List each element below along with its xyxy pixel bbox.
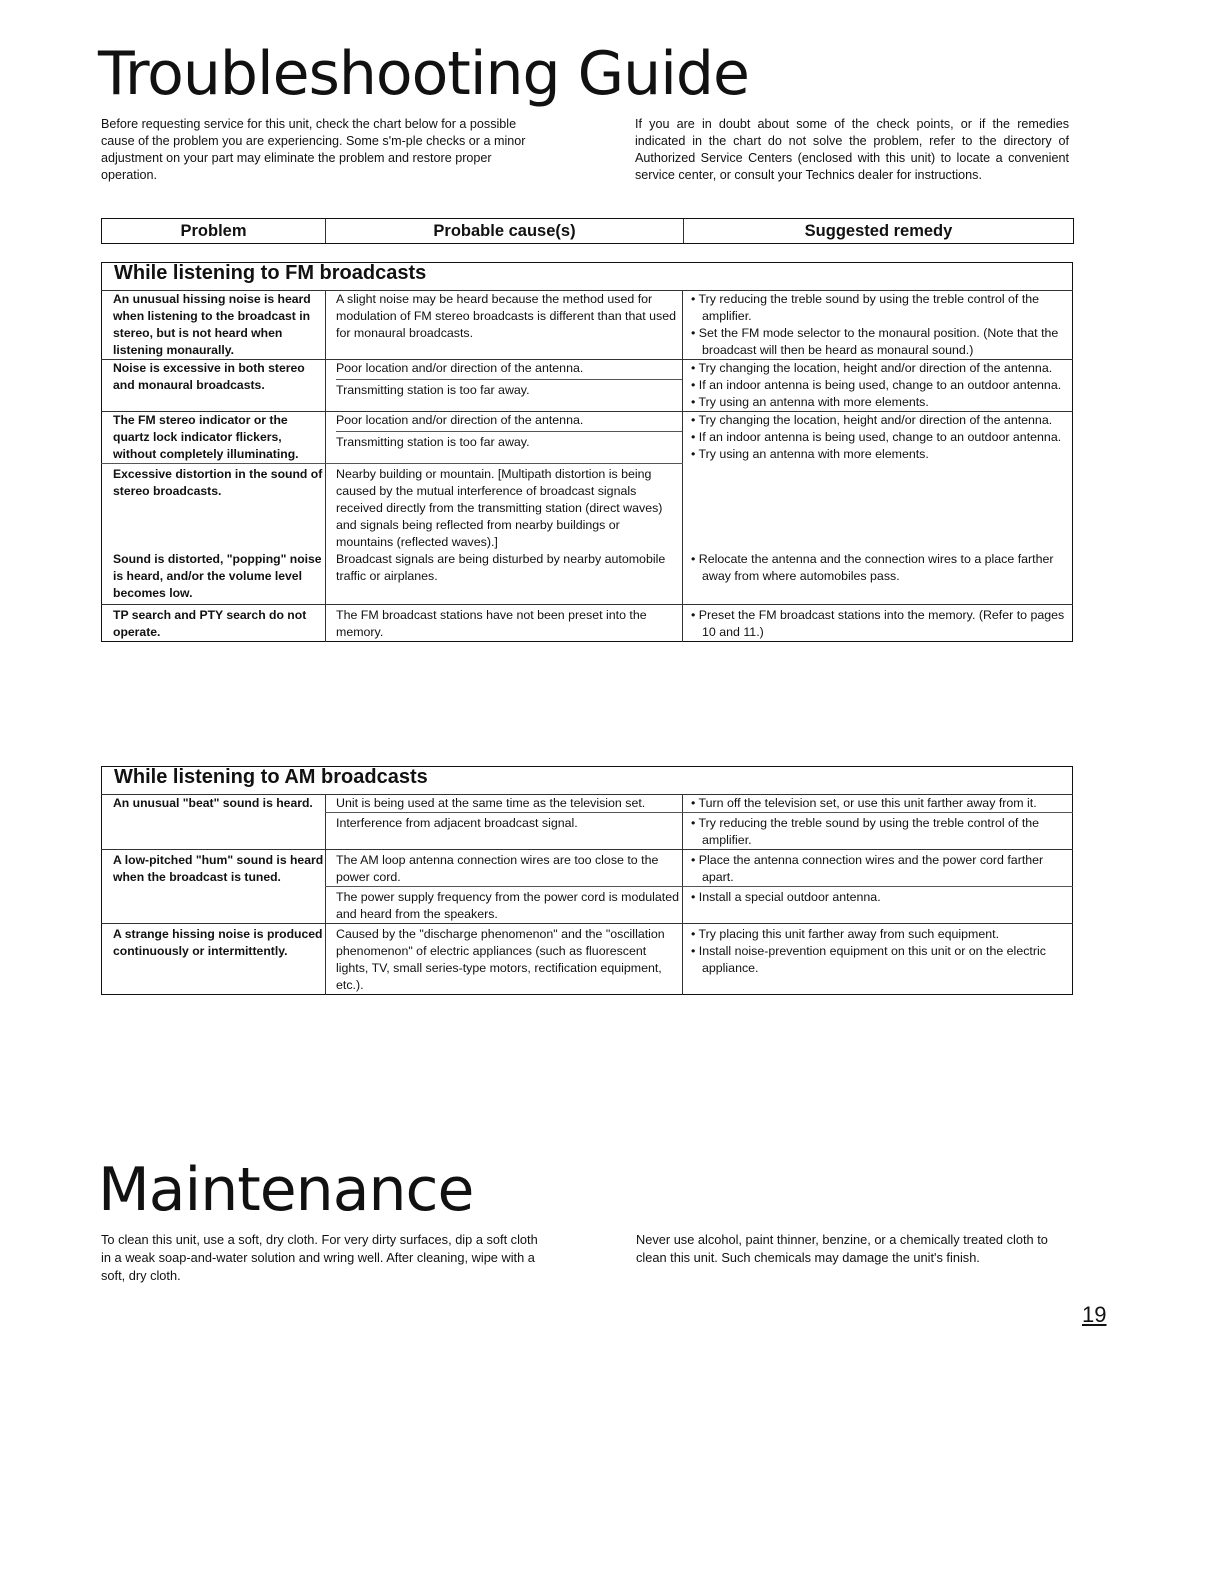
table-row (102, 412, 1073, 464)
table-row (102, 605, 1073, 642)
cause-cell: The FM broadcast stations have not been preset into the memory. (326, 605, 683, 642)
remedy-cell (683, 605, 1073, 642)
header-remedy: Suggested remedy (804, 221, 953, 240)
remedy-item: • If an indoor antenna is being used, change to an outdoor antenna. (691, 430, 1062, 444)
cause-cell: Caused by the "discharge phenomenon" and the "oscillation phenomenon" of electric appliances (such as fluorescent lights, TV, small series-type motors, rectification equipment, etc.). (326, 924, 683, 995)
page-number: 19 (1082, 1302, 1107, 1327)
table-row (102, 291, 1073, 360)
problem-cell: An unusual hissing noise is heard when listening to the broadcast in stereo, but is not heard when listening monaurally. (113, 292, 311, 357)
maintenance-left: To clean this unit, use a soft, dry cloth. For very dirty surfaces, dip a soft cloth in a weak soap-and-water solution and wring well. After cleaning, wipe with a soft, dry cloth. (101, 1232, 538, 1283)
remedy-item: • Try changing the location, height and/or direction of the antenna. (691, 413, 1053, 427)
problem-cell: An unusual "beat" sound is heard. (113, 796, 313, 810)
maintenance-right: Never use alcohol, paint thinner, benzine, or a chemically treated cloth to clean this unit. Such chemicals may damage the unit's finish. (636, 1232, 1048, 1265)
problem-cell: A strange hissing noise is produced continuously or intermittently. (102, 924, 326, 995)
table-row (102, 795, 1073, 813)
remedy-item: • Place the antenna connection wires and the power cord farther apart. (691, 853, 1044, 884)
remedy-item: • Install noise-prevention equipment on this unit or on the electric appliance. (691, 944, 1046, 975)
problem-cell: TP search and PTY search do not operate. (102, 605, 326, 642)
cause-cell (326, 412, 683, 464)
cause-cell (326, 360, 683, 412)
remedy-cell (683, 291, 1073, 360)
fm-section-title: While listening to FM broadcasts (102, 263, 1073, 291)
remedy-cell (683, 887, 1073, 924)
remedy-cell (683, 795, 1073, 813)
remedy-item: • Try using an antenna with more elements. (691, 395, 929, 409)
intro-right: If you are in doubt about some of the check points, or if the remedies indicated in the chart do not solve the problem, refer to the directory of Authorized Service Centers (enclosed with this unit) to locate a convenient service center, or consult your Technics dealer for instructions. (635, 117, 1069, 182)
table-row (102, 924, 1073, 995)
remedy-item: • Install a special outdoor antenna. (691, 890, 881, 904)
cause-item: Transmitting station is too far away. (336, 435, 530, 449)
remedy-item: • Try using an antenna with more elements. (691, 447, 929, 461)
problem-cell: Sound is distorted, "popping" noise is heard, and/or the volume level becomes low. (113, 552, 322, 600)
remedy-item: • Relocate the antenna and the connection wires to a place farther away from where automobiles pass. (691, 552, 1054, 583)
cause-cell: A slight noise may be heard because the method used for modulation of FM stereo broadcasts is different than that used for monaural broadcasts. (326, 291, 683, 360)
cause-item: Poor location and/or direction of the antenna. (336, 360, 682, 380)
remedy-item: • Try reducing the treble sound by using the treble control of the amplifier. (691, 292, 1040, 323)
remedy-item: • Try changing the location, height and/or direction of the antenna. (691, 361, 1053, 375)
fm-table (101, 262, 1073, 642)
problem-cell: The FM stereo indicator or the quartz lock indicator flickers, without completely illuminating. (102, 412, 326, 464)
maintenance-title: Maintenance (98, 1155, 474, 1225)
cause-cell: Interference from adjacent broadcast signal. (326, 813, 683, 850)
remedy-item: • If an indoor antenna is being used, change to an outdoor antenna. (691, 378, 1062, 392)
cause-cell: The AM loop antenna connection wires are too close to the power cord. (326, 850, 683, 887)
remedy-cell (683, 850, 1073, 887)
intro-left: Before requesting service for this unit, check the chart below for a possible cause of the problem you are experiencing. Some s'm-ple checks or a minor adjustment on your part may eliminate the problem and restore proper operation. (101, 117, 526, 182)
remedy-cell (683, 924, 1073, 995)
page-title: Troubleshooting Guide (98, 39, 749, 109)
remedy-item: • Turn off the television set, or use this unit farther away from it. (691, 796, 1037, 810)
remedy-item: • Try reducing the treble sound by using the treble control of the amplifier. (691, 816, 1040, 847)
table-header (101, 218, 1074, 244)
remedy-cell (683, 412, 1073, 552)
table-row (102, 551, 1073, 605)
cause-cell: Unit is being used at the same time as the television set. (326, 795, 683, 813)
remedy-item: • Preset the FM broadcast stations into the memory. (Refer to pages 10 and 11.) (691, 608, 1065, 639)
remedy-item: • Set the FM mode selector to the monaural position. (Note that the broadcast will then be heard as monaural sound.) (691, 326, 1059, 357)
am-section-title: While listening to AM broadcasts (102, 767, 1073, 795)
cause-cell: Nearby building or mountain. [Multipath distortion is being caused by the mutual interference of broadcast signals received directly from the transmitting station (direct waves) and signals being reflected from nearby buildings or mountains (reflected waves).] (326, 464, 683, 552)
remedy-cell (683, 813, 1073, 850)
table-row (102, 360, 1073, 412)
header-cause: Probable cause(s) (326, 219, 684, 243)
cause-item: Poor location and/or direction of the antenna. (336, 412, 682, 432)
problem-cell: Noise is excessive in both stereo and monaural broadcasts. (102, 360, 326, 412)
remedy-item: • Try placing this unit farther away from such equipment. (691, 927, 1000, 941)
remedy-cell (683, 360, 1073, 412)
cause-cell: Broadcast signals are being disturbed by nearby automobile traffic or airplanes. (326, 551, 683, 605)
problem-cell: Excessive distortion in the sound of stereo broadcasts. (113, 467, 323, 498)
header-problem: Problem (102, 219, 326, 243)
am-table (101, 766, 1073, 995)
problem-cell: A low-pitched "hum" sound is heard when the broadcast is tuned. (102, 850, 326, 924)
remedy-cell (683, 551, 1073, 605)
cause-cell: The power supply frequency from the power cord is modulated and heard from the speakers. (326, 887, 683, 924)
table-row (102, 850, 1073, 887)
cause-item: Transmitting station is too far away. (336, 383, 530, 397)
